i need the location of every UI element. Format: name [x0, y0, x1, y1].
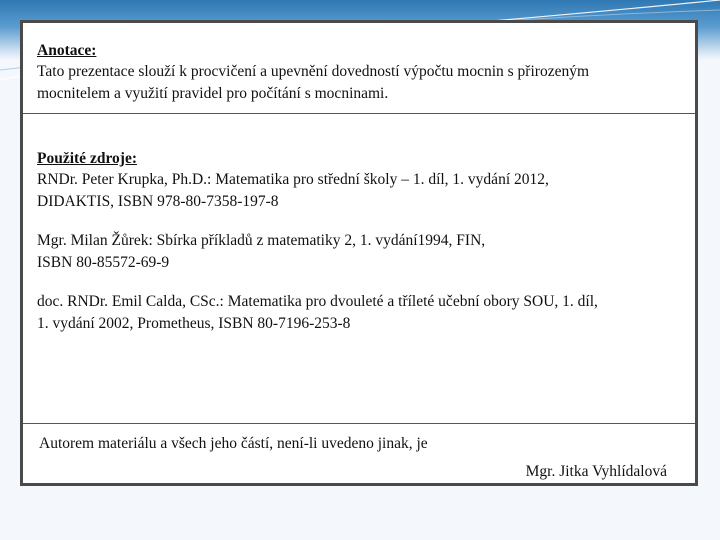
source-line: Mgr. Milan Žůrek: Sbírka příkladů z matematiky 2, 1. vydání1994, FIN, [37, 232, 486, 249]
content-frame [20, 20, 698, 486]
annotation-section [23, 41, 695, 104]
source-line: RNDr. Peter Krupka, Ph.D.: Matematika pro střední školy – 1. díl, 1. vydání 2012, [37, 171, 549, 188]
author-statement: Autorem materiálu a všech jeho částí, není-li uvedeno jinak, je [39, 435, 428, 452]
annotation-line: mocnitelem a využití pravidel pro počítání s mocninami. [37, 84, 389, 102]
sources-heading: Použité zdroje: [37, 150, 137, 167]
annotation-heading: Anotace: [37, 42, 97, 59]
section-divider [23, 113, 695, 114]
section-divider [23, 423, 695, 424]
source-item [37, 230, 681, 273]
sources-section [23, 149, 695, 352]
source-item [37, 169, 681, 212]
source-item [37, 291, 681, 334]
source-line: DIDAKTIS, ISBN 978-80-7358-197-8 [37, 192, 279, 210]
source-line: doc. RNDr. Emil Calda, CSc.: Matematika pro dvouleté a tříleté učební obory SOU, 1. díl, [37, 293, 598, 310]
annotation-line: Tato prezentace slouží k procvičení a upevnění dovedností výpočtu mocnin s přirozeným [37, 63, 590, 80]
author-name: Mgr. Jitka Vyhlídalová [525, 463, 667, 480]
source-line: 1. vydání 2002, Prometheus, ISBN 80-7196-253-8 [37, 314, 351, 332]
source-line: ISBN 80-85572-69-9 [37, 253, 170, 271]
author-section [23, 433, 695, 482]
